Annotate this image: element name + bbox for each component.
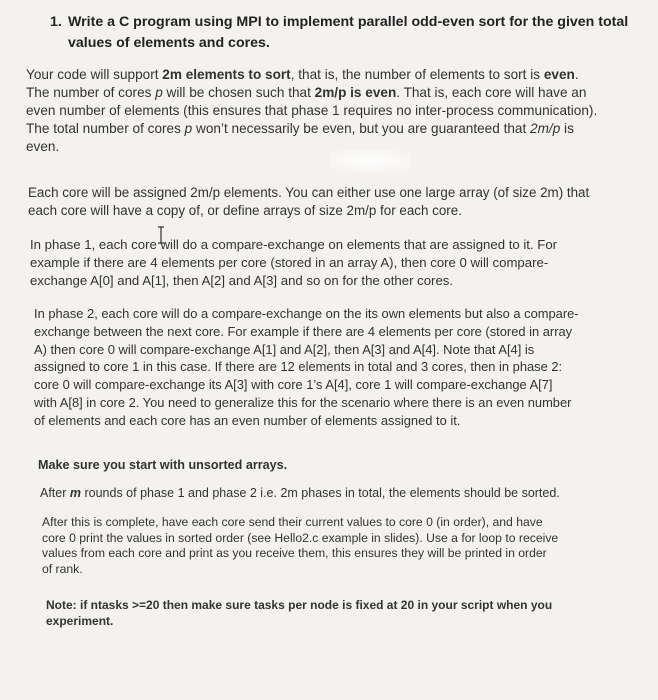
p8-line: experiment. [46,614,114,628]
question-title [50,12,640,54]
p1-line-4: even. [26,139,60,154]
question-title-line-1: Write a C program using MPI to implement parallel odd-even sort for the given total [68,14,629,30]
p8-line: Note: if ntasks >=20 then make sure tasks per node is fixed at 20 in your script when you [46,598,553,612]
p2-line: Each core will be assigned 2m/p elements. You can either use one large array (of size 2m) that [28,185,590,200]
p3-line: In phase 1, each core will do a compare-exchange on elements that are assigned to it. For [30,237,558,252]
paragraph-ntasks-note [46,597,606,629]
p4-line: core 0 will compare-exchange its A[3] with core 1’s A[4], core 1 will compare-exchange A[7] [34,377,553,393]
paragraph-output [42,515,617,577]
p3-line: exchange A[0] and A[1], then A[2] and A[3] and so on for the other cores. [30,273,454,288]
p7-line: core 0 print the values in sorted order (see Hello2.c example in slides). Use a for loop to receive [42,530,559,545]
paragraph-requirements [26,66,636,156]
p4-line: with A[8] in core 2. You need to generalize this for the scenario where there is an even number [34,394,572,410]
paragraph-rounds [40,485,620,502]
paragraph-assignment [28,184,633,220]
paragraph-phase-1 [30,236,630,290]
p4-line: exchange between the next core. For example if there are 4 elements per core (stored in array [34,323,573,339]
p1-line-1: The number of cores p will be chosen such that 2m/p is even. That is, each core will have an [26,85,587,100]
p4-line: of elements and each core has an even number of elements assigned to it. [34,412,461,428]
p4-line: A) then core 0 will compare-exchange A[1] and A[2], then A[3] and A[4]. Note that A[4] is [34,341,535,357]
p1-line-2: even number of elements (this ensures that phase 1 requires no inter-process communication). [26,103,598,118]
question-number: 1. [50,14,62,30]
p1-line-0: Your code will support 2m elements to sort, that is, the number of elements to sort is even. [26,67,579,82]
p7-line: values from each core and print as you receive them, this ensures they will be printed in order [42,546,547,560]
p7-line: of rank. [42,561,83,576]
p4-line: assigned to core 1 in this case. If there are 12 elements in total and 3 cores, then in phase 2: [34,359,563,375]
p3-line: example if there are 4 elements per core (stored in an array A), then core 0 will compare- [30,255,549,270]
question-title-line-2: values of elements and cores. [68,35,270,51]
p2-line: each core will have a copy of, or define arrays of size 2m/p for each core. [28,203,462,218]
screen-glare [330,150,410,172]
p1-line-3: The total number of cores p won’t necessarily be even, but you are guaranteed that 2m/p is [26,121,574,136]
paragraph-phase-2 [34,305,634,430]
p7-line: After this is complete, have each core send their current values to core 0 (in order), and have [42,515,543,529]
paragraph-unsorted-note: Make sure you start with unsorted arrays. [38,458,288,472]
p6-line: After m rounds of phase 1 and phase 2 i.e. 2m phases in total, the elements should be sorted. [40,486,560,500]
p4-line: In phase 2, each core will do a compare-exchange on the its own elements but also a compare- [34,306,579,321]
